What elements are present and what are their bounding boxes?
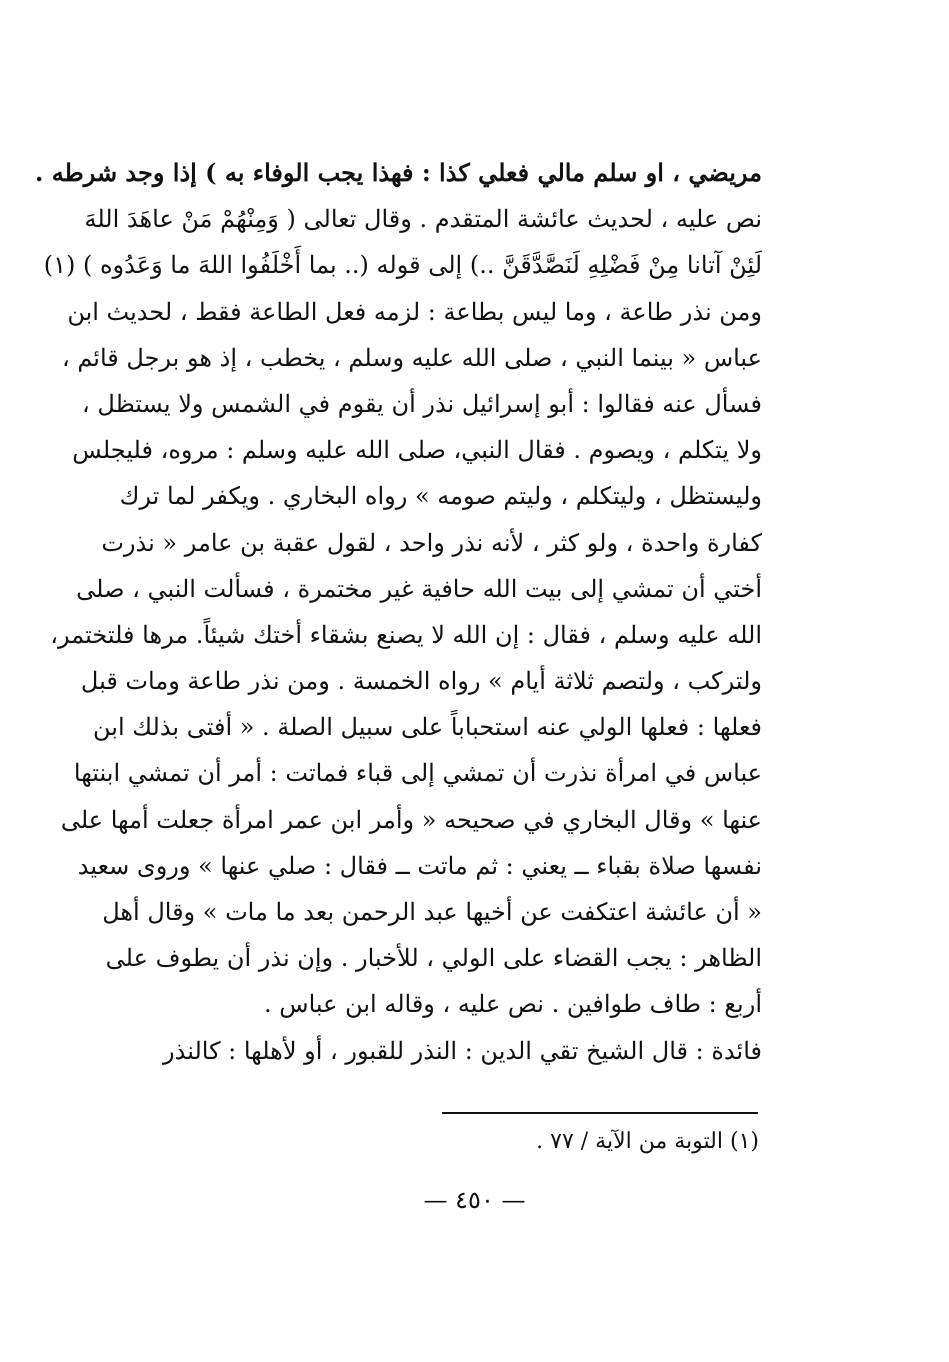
text-line-17: « أن عائشة اعتكفت عن أخيها عبد الرحمن بعد ما مات » وقال أهل — [102, 898, 762, 926]
text-line-8: وليستظل ، وليتكلم ، وليتم صومه » رواه البخاري . ويكفر لما ترك — [119, 482, 762, 511]
text-line-7: ولا يتكلم ، ويصوم . فقال النبي، صلى الله عليه وسلم : مروه، فليجلس — [72, 436, 762, 465]
text-line-14: عباس في امرأة نذرت أن تمشي إلى قباء فماتت : أمر أن تمشي ابنتها — [73, 759, 762, 788]
text-line-20: فائدة : قال الشيخ تقي الدين : النذر للقبور ، أو لأهلها : كالنذر — [163, 1036, 762, 1065]
text-line-6: فسأل عنه فقالوا : أبو إسرائيل نذر أن يقوم في الشمس ولا يستظل ، — [82, 389, 762, 418]
text-line-11: الله عليه وسلم ، فقال : إن الله لا يصنع بشقاء أختك شيئاً. مرها فلتختمر، — [50, 620, 762, 649]
footnote-divider — [442, 1112, 758, 1114]
text-line-9: كفارة واحدة ، ولو كثر ، لأنه نذر واحد ، لقول عقبة بن عامر « نذرت — [101, 528, 762, 557]
text-line-12: ولتركب ، ولتصم ثلاثة أيام » رواه الخمسة . ومن نذر طاعة ومات قبل — [80, 667, 762, 696]
text-line-15: عنها » وقال البخاري في صحيحه « وأمر ابن عمر امرأة جعلت أمها على — [60, 805, 762, 834]
text-line-2: نص عليه ، لحديث عائشة المتقدم . وقال تعالى ( وَمِنْهُمْ مَنْ عاهَدَ اللهَ — [84, 205, 762, 234]
text-line-10: أختي أن تمشي إلى بيت الله حافية غير مختمرة ، فسألت النبي ، صلى — [76, 574, 762, 603]
text-line-18: الظاهر : يجب القضاء على الولي ، للأخبار . وإن نذر أن يطوف على — [105, 944, 762, 973]
page-number: — ٤٥٠ — — [423, 1186, 526, 1214]
text-line-1: مريضي ، او سلم مالي فعلي كذا : فهذا يجب الوفاء به ) إذا وجد شرطه . — [35, 158, 762, 187]
text-line-5: عباس « بينما النبي ، صلى الله عليه وسلم ، يخطب ، إذ هو برجل قائم ، — [61, 343, 762, 372]
text-line-13: فعلها : فعلها الولي عنه استحباباً على سبيل الصلة . « أفتى بذلك ابن — [93, 713, 762, 742]
main-text — [35, 150, 762, 1074]
text-line-3: لَئِنْ آتانا مِنْ فَضْلِهِ لَنَصَّدَّقَنَّ ..) إلى قوله (.. بما أَخْلَفُوا اللهَ ما وَعَدُوه ) (١) — [43, 251, 762, 280]
text-line-4: ومن نذر طاعة ، وما ليس بطاعة : لزمه فعل الطاعة فقط ، لحديث ابن — [67, 297, 762, 326]
text-line-19: أربع : طاف طوافين . نص عليه ، وقاله ابن عباس . — [264, 990, 762, 1019]
footnote: (١) التوبة من الآية / ٧٧ . — [536, 1129, 759, 1154]
text-line-16: نفسها صلاة بقباء ــ يعني : ثم ماتت ــ فقال : صلي عنها » وروى سعيد — [77, 851, 762, 880]
